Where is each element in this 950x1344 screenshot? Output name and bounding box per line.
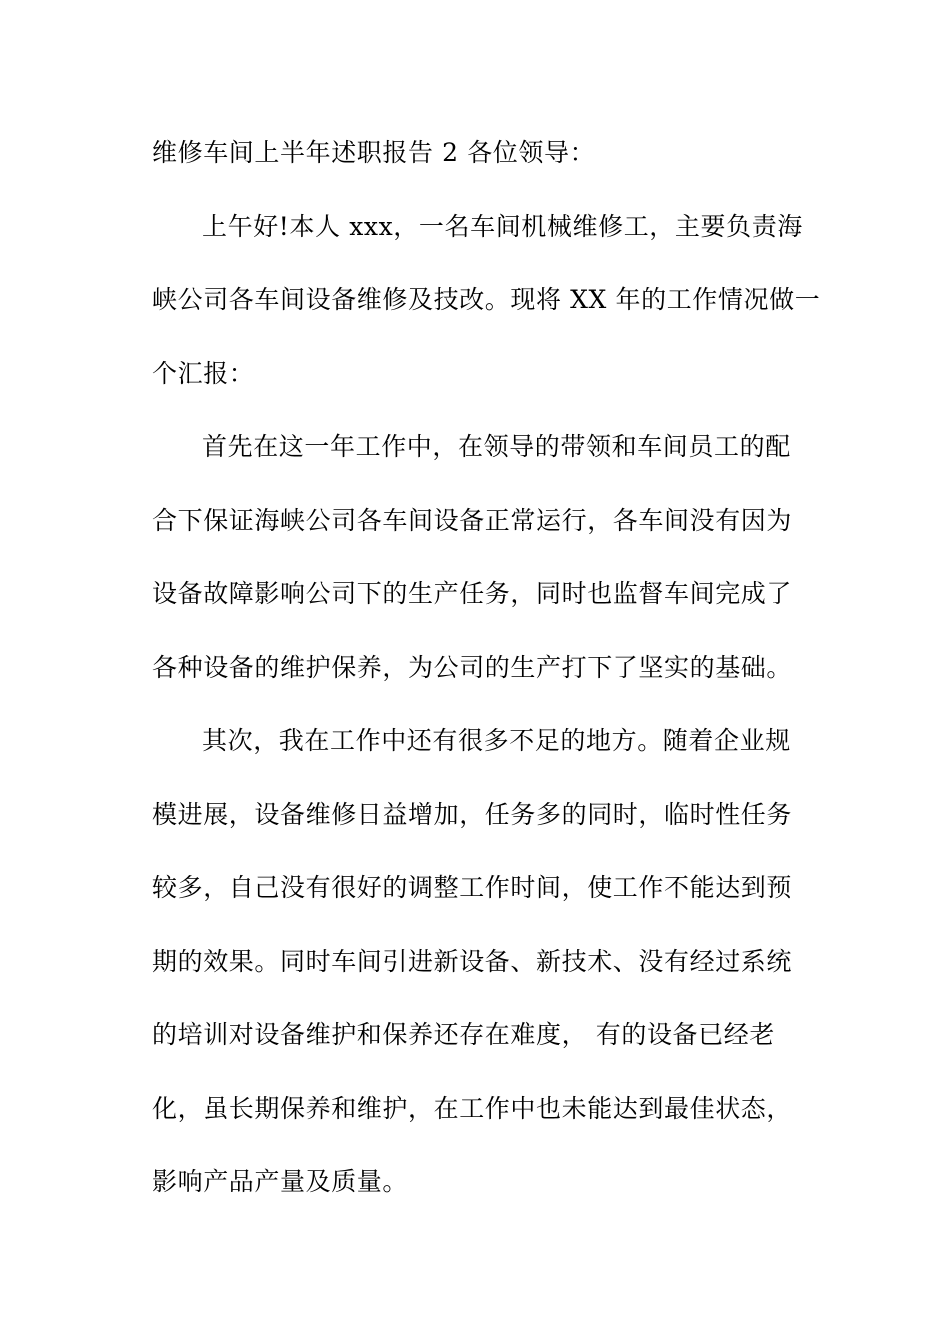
paragraph-1-line-2: 峡公司各车间设备维修及技改。现将 XX 年的工作情况做一 xyxy=(152,285,821,314)
paragraph-3-line-4: 期的效果。同时车间引进新设备、新技术、没有经过系统 xyxy=(152,946,793,976)
paragraph-2-line-2: 合下保证海峡公司各车间设备正常运行，各车间没有因为 xyxy=(152,505,793,535)
paragraph-3-line-6: 化，虽长期保养和维护，在工作中也未能达到最佳状态， xyxy=(152,1093,793,1123)
paragraph-3-line-5: 的培训对设备维护和保养还存在难度， 有的设备已经老 xyxy=(152,1020,775,1049)
paragraph-2-line-1: 首先在这一年工作中，在领导的带领和车间员工的配 xyxy=(202,432,791,461)
paragraph-1-line-3: 个汇报： xyxy=(152,358,255,388)
title-line: 维修车间上半年述职报告 2 各位领导： xyxy=(152,138,596,167)
paragraph-3-line-1: 其次，我在工作中还有很多不足的地方。随着企业规 xyxy=(202,726,791,755)
paragraph-1-line-1: 上午好!本人 xxx，一名车间机械维修工，主要负责海 xyxy=(202,211,803,241)
document-body xyxy=(152,128,821,1231)
paragraph-3-line-7: 影响产品产量及质量。 xyxy=(152,1167,409,1196)
paragraph-3-line-2: 模进展，设备维修日益增加，任务多的同时，临时性任务 xyxy=(152,799,793,829)
paragraph-2-line-3: 设备故障影响公司下的生产任务，同时也监督车间完成了 xyxy=(152,579,793,608)
paragraph-3-line-3: 较多，自己没有很好的调整工作时间，使工作不能达到预 xyxy=(152,873,793,902)
paragraph-2-line-4: 各种设备的维护保养，为公司的生产打下了坚实的基础。 xyxy=(152,652,793,682)
